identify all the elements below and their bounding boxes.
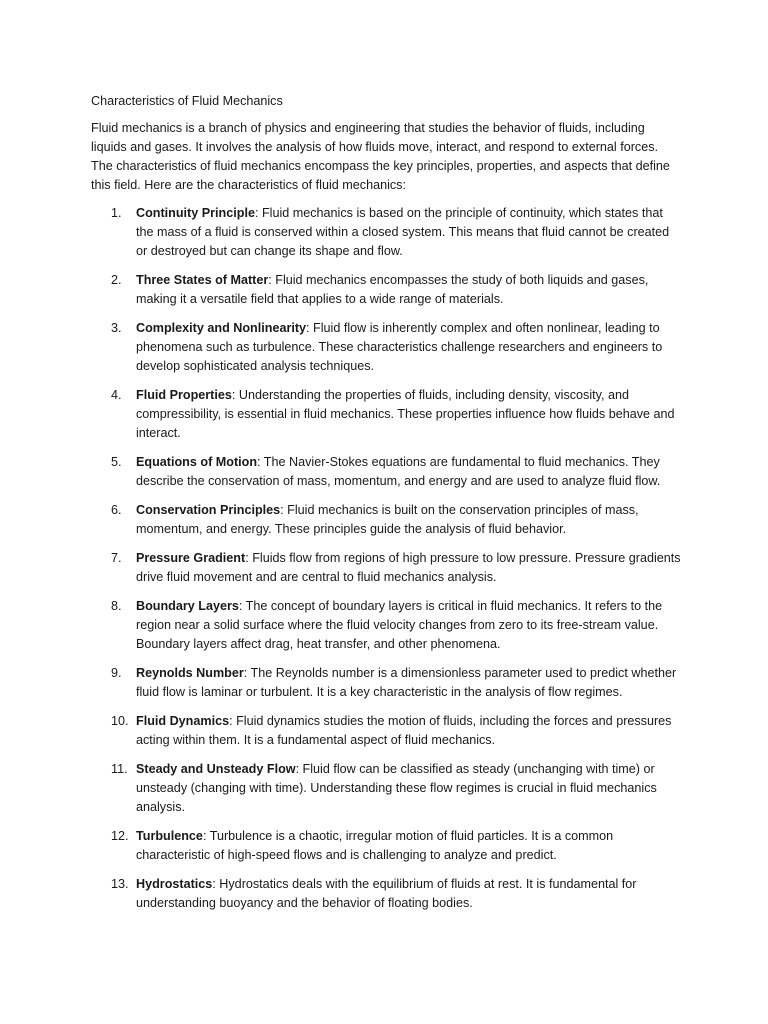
list-item-text: : Turbulence is a chaotic, irregular motion of fluid particles. It is a common characteristic of high-speed flows and is challenging to analyze and predict. [136, 829, 614, 862]
list-item [91, 664, 681, 702]
list-item [91, 549, 681, 587]
list-item-term: Complexity and Nonlinearity [136, 321, 307, 335]
list-item [91, 827, 681, 865]
list-item [91, 597, 681, 654]
page-title: Characteristics of Fluid Mechanics [91, 94, 283, 108]
list-item-number: 10. [111, 714, 129, 728]
list-item-text: : The Reynolds number is a dimensionless parameter used to predict whether fluid flow is laminar or turbulent. It is a key characteristic in the analysis of flow regimes. [136, 666, 677, 699]
list-item-number: 11. [111, 762, 128, 776]
list-item-text: : Fluid flow is inherently complex and often nonlinear, leading to phenomena such as turbulence. These characteristics challenge researchers and engineers to develop sophisticated analysis techniques. [136, 321, 663, 373]
list-item-number: 5. [111, 455, 122, 469]
list-item-number: 4. [111, 388, 122, 402]
list-item-number: 8. [111, 599, 122, 613]
list-item-text: : Hydrostatics deals with the equilibrium of fluids at rest. It is fundamental for understanding buoyancy and the behavior of floating bodies. [136, 877, 637, 910]
list-item-number: 13. [111, 877, 129, 891]
list-item-term: Reynolds Number [136, 666, 244, 680]
list-item-term: Conservation Principles [136, 503, 281, 517]
list-item-term: Pressure Gradient [136, 551, 246, 565]
list-item-term: Hydrostatics [136, 877, 213, 891]
list-item [91, 712, 681, 750]
list-item [91, 453, 681, 491]
list-item [91, 386, 681, 443]
list-item-number: 2. [111, 273, 122, 287]
list-item-term: Continuity Principle [136, 206, 255, 220]
list-item-number: 6. [111, 503, 122, 517]
list-item-text: : Fluid mechanics encompasses the study of both liquids and gases, making it a versatile field that applies to a wide range of materials. [136, 273, 649, 306]
list-item-term: Equations of Motion [136, 455, 258, 469]
list-item [91, 760, 681, 817]
list-item-term: Steady and Unsteady Flow [136, 762, 296, 776]
list-item-term: Boundary Layers [136, 599, 239, 613]
list-item-text: : The concept of boundary layers is critical in fluid mechanics. It refers to the region near a solid surface where the fluid velocity changes from zero to its free-stream value. Boundary layers affect drag, heat transfer, and other phenomena. [136, 599, 663, 651]
list-item-text: : Fluid flow can be classified as steady (unchanging with time) or unsteady (changing with time). Understanding these flow regimes is crucial in fluid mechanics analysis. [136, 762, 657, 814]
list-item-number: 7. [111, 551, 122, 565]
list-item [91, 204, 681, 261]
list-item-number: 1. [111, 206, 122, 220]
list-item-term: Turbulence [136, 829, 203, 843]
list-item-text: : The Navier-Stokes equations are fundamental to fluid mechanics. They describe the conservation of mass, momentum, and energy and are used to analyze fluid flow. [136, 455, 661, 488]
list-item-text: : Fluid mechanics is built on the conservation principles of mass, momentum, and energy. These principles guide the analysis of fluid behavior. [136, 503, 639, 536]
list-item [91, 875, 681, 913]
list-item-text: : Fluid dynamics studies the motion of fluids, including the forces and pressures acting within them. It is a fundamental aspect of fluid mechanics. [136, 714, 672, 747]
list-item [91, 501, 681, 539]
list-item-number: 9. [111, 666, 122, 680]
characteristics-list [91, 204, 681, 913]
list-item-number: 12. [111, 829, 129, 843]
list-item [91, 319, 681, 376]
list-item-term: Three States of Matter [136, 273, 269, 287]
document-page [91, 92, 681, 923]
list-item-number: 3. [111, 321, 122, 335]
list-item-term: Fluid Dynamics [136, 714, 230, 728]
list-item-text: : Understanding the properties of fluids, including density, viscosity, and compressibility, is essential in fluid mechanics. These properties influence how fluids behave and interact. [136, 388, 675, 440]
list-item-term: Fluid Properties [136, 388, 232, 402]
intro-paragraph: Fluid mechanics is a branch of physics and engineering that studies the behavior of fluids, including liquids and gases. It involves the analysis of how fluids move, interact, and respond to external forces. The characteristics of fluid mechanics encompass the key principles, properties, and aspects that define this field. Here are the characteristics of fluid mechanics: [91, 121, 670, 192]
list-item-text: : Fluid mechanics is based on the principle of continuity, which states that the mass of a fluid is conserved within a closed system. This means that fluid cannot be created or destroyed but can change its shape and flow. [136, 206, 670, 258]
list-item-text: : Fluids flow from regions of high pressure to low pressure. Pressure gradients drive fluid movement and are central to fluid mechanics analysis. [136, 551, 681, 584]
list-item [91, 271, 681, 309]
